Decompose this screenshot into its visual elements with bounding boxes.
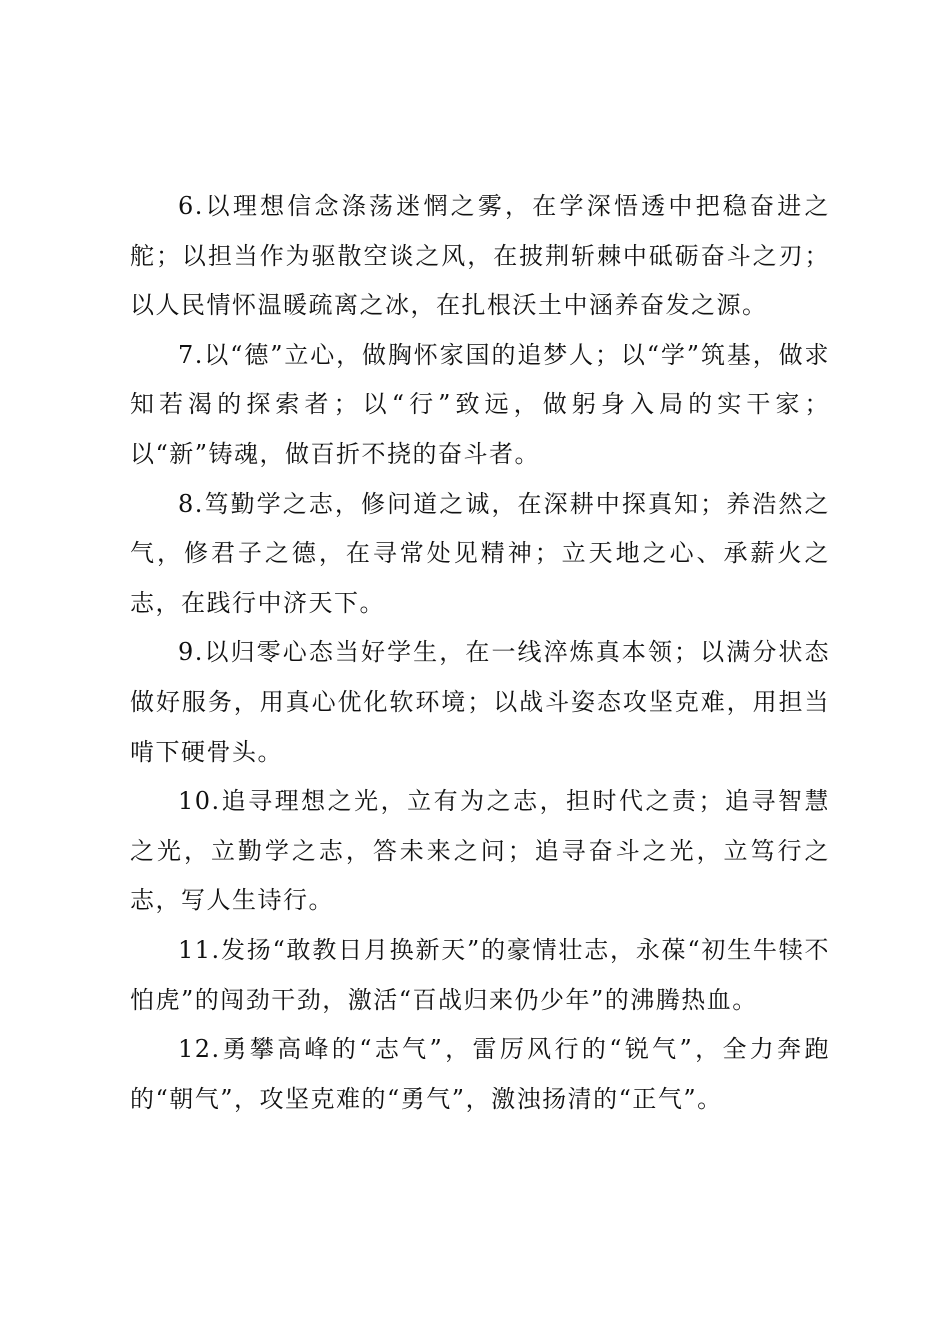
paragraph-6: 6.以理想信念涤荡迷惘之雾，在学深悟透中把稳奋进之舵；以担当作为驱散空谈之风，在披荆斩棘中砥砺奋斗之刃；以人民情怀温暖疏离之冰，在扎根沃土中涵养奋发之源。: [130, 192, 830, 320]
paragraph-12: 12.勇攀高峰的“志气”，雷厉风行的“锐气”，全力奔跑的“朝气”，攻坚克难的“勇气”，激浊扬清的“正气”。: [130, 1035, 830, 1113]
paragraph-7: 7.以“德”立心，做胸怀家国的追梦人；以“学”筑基，做求知若渴的探索者；以“行”致远，做躬身入局的实干家；以“新”铸魂，做百折不挠的奋斗者。: [130, 340, 830, 468]
paragraph-8: 8.笃勤学之志，修问道之诚，在深耕中探真知；养浩然之气，修君子之德，在寻常处见精神；立天地之心、承薪火之志，在践行中济天下。: [130, 489, 830, 617]
paragraph-11: 11.发扬“敢教日月换新天”的豪情壮志，永葆“初生牛犊不怕虎”的闯劲干劲，激活“百战归来仍少年”的沸腾热血。: [130, 935, 830, 1014]
paragraph-9: 9.以归零心态当好学生，在一线淬炼真本领；以满分状态做好服务，用真心优化软环境；以战斗姿态攻坚克难，用担当啃下硬骨头。: [130, 638, 830, 766]
document-body: [130, 182, 830, 1124]
paragraph-10: 10.追寻理想之光，立有为之志，担时代之责；追寻智慧之光，立勤学之志，答未来之问；追寻奋斗之光，立笃行之志，写人生诗行。: [130, 787, 830, 915]
